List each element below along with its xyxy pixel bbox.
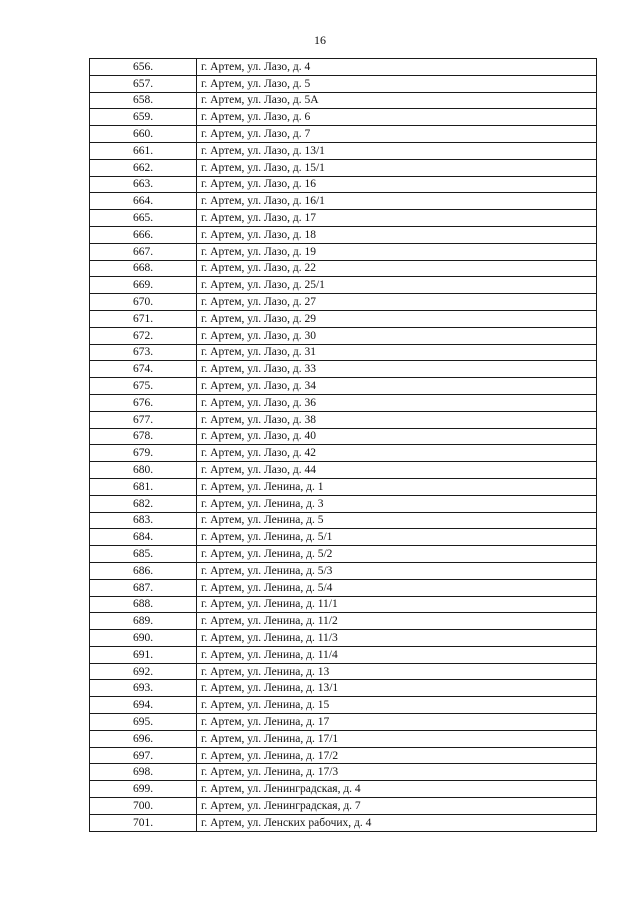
row-address: г. Артем, ул. Лазо, д. 5 <box>197 75 597 92</box>
row-address: г. Артем, ул. Ленина, д. 17 <box>197 714 597 731</box>
row-address: г. Артем, ул. Ленина, д. 13/1 <box>197 680 597 697</box>
row-address: г. Артем, ул. Лазо, д. 42 <box>197 445 597 462</box>
row-address: г. Артем, ул. Лазо, д. 7 <box>197 126 597 143</box>
table-row <box>90 596 597 613</box>
table-row <box>90 277 597 294</box>
table-row <box>90 109 597 126</box>
table-row <box>90 411 597 428</box>
table-row <box>90 344 597 361</box>
row-number: 670. <box>90 294 197 311</box>
row-number: 693. <box>90 680 197 697</box>
row-address: г. Артем, ул. Лазо, д. 18 <box>197 226 597 243</box>
row-number: 669. <box>90 277 197 294</box>
row-number: 674. <box>90 361 197 378</box>
row-address: г. Артем, ул. Лазо, д. 29 <box>197 310 597 327</box>
table-row <box>90 310 597 327</box>
table-row <box>90 663 597 680</box>
table-row <box>90 126 597 143</box>
table-row <box>90 92 597 109</box>
row-number: 663. <box>90 176 197 193</box>
row-address: г. Артем, ул. Лазо, д. 40 <box>197 428 597 445</box>
row-address: г. Артем, ул. Ленских рабочих, д. 4 <box>197 814 597 831</box>
row-number: 699. <box>90 781 197 798</box>
row-address: г. Артем, ул. Лазо, д. 16/1 <box>197 193 597 210</box>
table-row <box>90 294 597 311</box>
row-number: 682. <box>90 495 197 512</box>
address-table-body <box>90 59 597 832</box>
row-number: 659. <box>90 109 197 126</box>
row-address: г. Артем, ул. Ленина, д. 11/2 <box>197 613 597 630</box>
row-number: 672. <box>90 327 197 344</box>
row-number: 675. <box>90 378 197 395</box>
row-number: 694. <box>90 697 197 714</box>
row-address: г. Артем, ул. Ленина, д. 5/1 <box>197 529 597 546</box>
table-row <box>90 714 597 731</box>
row-number: 673. <box>90 344 197 361</box>
address-table <box>89 58 597 832</box>
row-number: 660. <box>90 126 197 143</box>
row-number: 680. <box>90 462 197 479</box>
row-address: г. Артем, ул. Лазо, д. 19 <box>197 243 597 260</box>
row-address: г. Артем, ул. Лазо, д. 27 <box>197 294 597 311</box>
row-address: г. Артем, ул. Ленина, д. 17/3 <box>197 764 597 781</box>
row-number: 667. <box>90 243 197 260</box>
table-row <box>90 394 597 411</box>
table-row <box>90 798 597 815</box>
row-address: г. Артем, ул. Ленина, д. 3 <box>197 495 597 512</box>
row-number: 662. <box>90 159 197 176</box>
row-address: г. Артем, ул. Ленинградская, д. 4 <box>197 781 597 798</box>
table-row <box>90 142 597 159</box>
table-row <box>90 562 597 579</box>
row-number: 684. <box>90 529 197 546</box>
row-number: 658. <box>90 92 197 109</box>
row-address: г. Артем, ул. Лазо, д. 13/1 <box>197 142 597 159</box>
table-row <box>90 478 597 495</box>
row-address: г. Артем, ул. Лазо, д. 17 <box>197 210 597 227</box>
row-number: 701. <box>90 814 197 831</box>
table-row <box>90 176 597 193</box>
table-row <box>90 495 597 512</box>
table-row <box>90 327 597 344</box>
row-address: г. Артем, ул. Ленина, д. 11/4 <box>197 646 597 663</box>
table-row <box>90 226 597 243</box>
table-row <box>90 243 597 260</box>
row-address: г. Артем, ул. Лазо, д. 16 <box>197 176 597 193</box>
row-number: 686. <box>90 562 197 579</box>
row-address: г. Артем, ул. Ленина, д. 1 <box>197 478 597 495</box>
row-address: г. Артем, ул. Лазо, д. 4 <box>197 59 597 76</box>
row-number: 685. <box>90 546 197 563</box>
row-address: г. Артем, ул. Лазо, д. 44 <box>197 462 597 479</box>
row-number: 687. <box>90 579 197 596</box>
table-row <box>90 697 597 714</box>
table-row <box>90 512 597 529</box>
row-address: г. Артем, ул. Лазо, д. 33 <box>197 361 597 378</box>
row-number: 688. <box>90 596 197 613</box>
table-row <box>90 529 597 546</box>
row-address: г. Артем, ул. Лазо, д. 38 <box>197 411 597 428</box>
row-address: г. Артем, ул. Ленина, д. 15 <box>197 697 597 714</box>
row-address: г. Артем, ул. Лазо, д. 31 <box>197 344 597 361</box>
row-address: г. Артем, ул. Лазо, д. 25/1 <box>197 277 597 294</box>
row-number: 681. <box>90 478 197 495</box>
row-number: 683. <box>90 512 197 529</box>
row-address: г. Артем, ул. Ленинградская, д. 7 <box>197 798 597 815</box>
table-row <box>90 428 597 445</box>
row-address: г. Артем, ул. Ленина, д. 17/1 <box>197 730 597 747</box>
row-number: 691. <box>90 646 197 663</box>
row-address: г. Артем, ул. Лазо, д. 36 <box>197 394 597 411</box>
row-number: 668. <box>90 260 197 277</box>
row-number: 661. <box>90 142 197 159</box>
row-address: г. Артем, ул. Лазо, д. 22 <box>197 260 597 277</box>
row-number: 689. <box>90 613 197 630</box>
row-number: 690. <box>90 630 197 647</box>
table-row <box>90 814 597 831</box>
row-number: 698. <box>90 764 197 781</box>
table-row <box>90 193 597 210</box>
table-row <box>90 630 597 647</box>
table-row <box>90 646 597 663</box>
table-row <box>90 730 597 747</box>
table-row <box>90 546 597 563</box>
row-number: 692. <box>90 663 197 680</box>
row-number: 677. <box>90 411 197 428</box>
row-number: 671. <box>90 310 197 327</box>
table-row <box>90 378 597 395</box>
row-number: 700. <box>90 798 197 815</box>
table-row <box>90 781 597 798</box>
row-number: 676. <box>90 394 197 411</box>
row-address: г. Артем, ул. Ленина, д. 5/4 <box>197 579 597 596</box>
row-address: г. Артем, ул. Ленина, д. 13 <box>197 663 597 680</box>
table-row <box>90 462 597 479</box>
row-address: г. Артем, ул. Ленина, д. 5 <box>197 512 597 529</box>
row-address: г. Артем, ул. Ленина, д. 11/3 <box>197 630 597 647</box>
table-row <box>90 159 597 176</box>
row-address: г. Артем, ул. Ленина, д. 5/2 <box>197 546 597 563</box>
row-number: 666. <box>90 226 197 243</box>
row-address: г. Артем, ул. Ленина, д. 17/2 <box>197 747 597 764</box>
row-address: г. Артем, ул. Лазо, д. 5А <box>197 92 597 109</box>
row-address: г. Артем, ул. Ленина, д. 5/3 <box>197 562 597 579</box>
page-number: 16 <box>314 33 326 47</box>
row-number: 696. <box>90 730 197 747</box>
row-number: 664. <box>90 193 197 210</box>
table-row <box>90 764 597 781</box>
row-number: 678. <box>90 428 197 445</box>
table-row <box>90 747 597 764</box>
table-row <box>90 210 597 227</box>
table-row <box>90 613 597 630</box>
table-row <box>90 59 597 76</box>
row-address: г. Артем, ул. Лазо, д. 34 <box>197 378 597 395</box>
row-address: г. Артем, ул. Лазо, д. 15/1 <box>197 159 597 176</box>
table-row <box>90 75 597 92</box>
row-address: г. Артем, ул. Лазо, д. 30 <box>197 327 597 344</box>
table-row <box>90 361 597 378</box>
row-number: 656. <box>90 59 197 76</box>
table-row <box>90 445 597 462</box>
row-number: 657. <box>90 75 197 92</box>
row-number: 695. <box>90 714 197 731</box>
row-number: 679. <box>90 445 197 462</box>
table-row <box>90 260 597 277</box>
row-address: г. Артем, ул. Лазо, д. 6 <box>197 109 597 126</box>
row-number: 665. <box>90 210 197 227</box>
table-row <box>90 579 597 596</box>
table-row <box>90 680 597 697</box>
row-address: г. Артем, ул. Ленина, д. 11/1 <box>197 596 597 613</box>
row-number: 697. <box>90 747 197 764</box>
